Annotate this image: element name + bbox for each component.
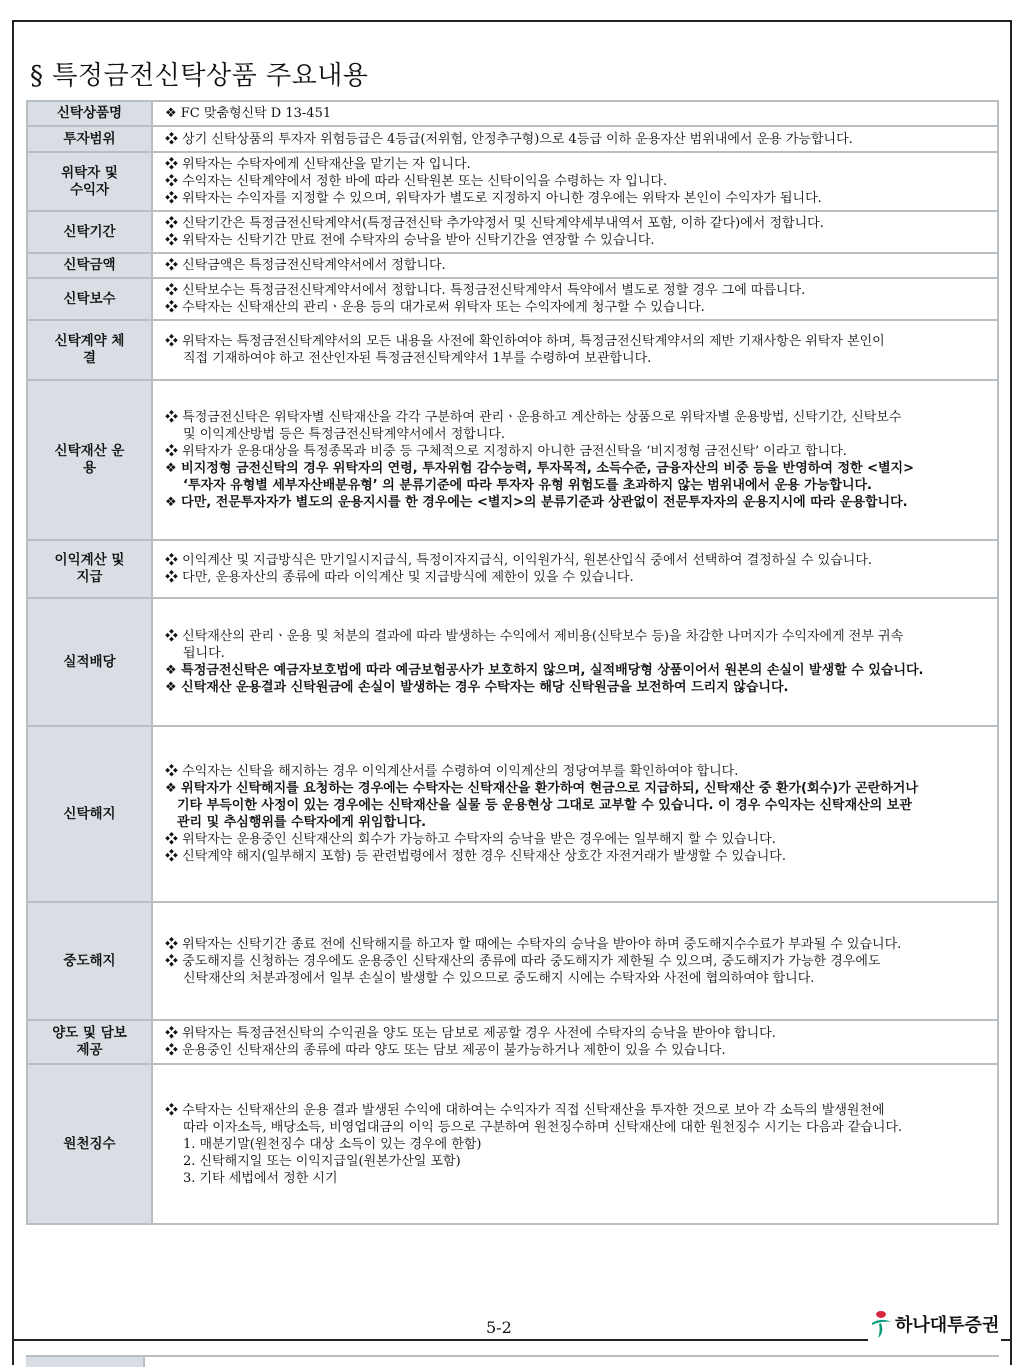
row-label-line: 신탁보수 (63, 290, 116, 307)
row-label (27, 253, 152, 278)
content-line: ❖ 위탁자는 신탁기간 종료 전에 신탁해지를 하고자 할 때에는 수탁자의 승낙을 받아야 하며 중도해지수수료가 부과될 수 있습니다. (165, 936, 902, 952)
row-label-line: 신탁기간 (63, 223, 116, 240)
content-line: 따라 이자소득, 배당소득, 비영업대금의 이익 등으로 구분하여 원천징수하며 신탁재산에 대한 원천징수 시기는 다음과 같습니다. (183, 1119, 903, 1135)
content-line: ❖ 신탁계약 해지(일부해지 포함) 등 관련법령에서 정한 경우 신탁재산 상호간 자전거래가 발생할 수 있습니다. (165, 849, 786, 864)
content-line: 됩니다. (183, 646, 225, 661)
content-line: 관리 및 추심행위를 수탁자에게 위임합니다. (177, 815, 427, 830)
content-line: ❖ 위탁자가 운용대상을 특정종목과 비중 등 구체적으로 지정하지 아니한 금전신탁을 ‘비지정형 금전신탁’ 이라고 합니다. (165, 444, 847, 459)
row-label-line: 위탁자 및 (61, 164, 118, 181)
content-line: ❖ 다만, 운용자산의 종류에 따라 이익계산 및 지급방식에 제한이 있을 수 있습니다. (165, 570, 634, 585)
content-line: ❖ 수익자는 신탁계약에서 정한 바에 따라 신탁원본 또는 신탁이익을 수령하는 자 입니다. (165, 174, 668, 189)
row-label (27, 1020, 152, 1064)
content-line: ❖ 수탁자는 신탁재산의 운용 결과 발생된 수익에 대하여는 수익자가 직접 신탁재산을 투자한 것으로 보아 각 소득의 발생원천에 (165, 1102, 885, 1118)
row-label (27, 1064, 152, 1224)
row-label-line: 원천징수 (63, 1135, 116, 1152)
table-row (27, 1020, 998, 1064)
content-line: 직접 기재하여야 하고 전산인자된 특정금전신탁계약서 1부를 수령하여 보관합니다. (183, 351, 652, 366)
truncated-next-row (26, 1355, 999, 1365)
row-content (152, 253, 998, 278)
row-label (27, 101, 152, 126)
content-line: ❖ 위탁자는 수탁자에게 신탁재산을 맡기는 자 입니다. (165, 157, 471, 172)
table-row (27, 101, 998, 126)
content-line: ❖ 신탁금액은 특정금전신탁계약서에서 정합니다. (165, 258, 446, 273)
content-line: ❖ 특정금전신탁은 위탁자별 신탁재산을 각각 구분하여 관리ㆍ운용하고 계산하는 상품으로 위탁자별 운용방법, 신탁기간, 신탁보수 (165, 410, 902, 425)
table-row (27, 598, 998, 726)
row-label-line: 제공 (76, 1042, 103, 1058)
row-label-line: 결 (82, 350, 97, 366)
logo-text: 하나대투증권 (895, 1315, 1000, 1336)
row-content (152, 152, 998, 211)
page-number: 5-2 (486, 1318, 512, 1337)
row-label-line: 신탁해지 (63, 805, 116, 822)
row-content (152, 726, 998, 902)
table-row (27, 152, 998, 211)
content-line: ❖ 신탁재산 운용결과 신탁원금에 손실이 발생하는 경우 수탁자는 해당 신탁원금을 보전하여 드리지 않습니다. (165, 680, 789, 695)
table-row (27, 253, 998, 278)
company-logo (868, 1306, 1001, 1342)
row-content (152, 320, 998, 380)
table-row (27, 540, 998, 598)
content-line: ❖ 신탁재산의 관리ㆍ운용 및 처분의 결과에 따라 발생하는 수익에서 제비용(신탁보수 등)을 차감한 나머지가 수익자에게 전부 귀속 (165, 629, 904, 644)
truncated-label-cell (26, 1357, 145, 1367)
row-content (152, 902, 998, 1020)
row-label (27, 380, 152, 540)
content-line: ❖ 수탁자는 신탁재산의 관리ㆍ운용 등의 대가로써 위탁자 또는 수익자에게 청구할 수 있습니다. (165, 300, 705, 315)
row-label-line: 신탁재산 운 (54, 443, 125, 459)
row-content (152, 1020, 998, 1064)
row-label-line: 지급 (76, 569, 103, 585)
row-label-line: 실적배당 (63, 653, 116, 670)
content-line: ❖ 상기 신탁상품의 투자자 위험등급은 4등급(저위험, 안정추구형)으로 4등급 이하 운용자산 범위내에서 운용 가능합니다. (165, 131, 853, 147)
content-line: 3. 기타 세법에서 정한 시기 (183, 1170, 338, 1186)
row-label (27, 320, 152, 380)
content-line: ❖ 위탁자는 특정금전신탁의 수익권을 양도 또는 담보로 제공할 경우 사전에 수탁자의 승낙을 받아야 합니다. (165, 1026, 776, 1041)
row-label-line: 양도 및 담보 (52, 1025, 127, 1041)
row-label (27, 902, 152, 1020)
table-row (27, 380, 998, 540)
content-line: ❖ 중도해지를 신청하는 경우에도 운용중인 신탁재산의 종류에 따라 중도해지가 제한될 수 있으며, 중도해지가 가능한 경우에도 (165, 953, 881, 969)
table-row (27, 211, 998, 253)
content-line: ❖ 위탁자는 특정금전신탁계약서의 모든 내용을 사전에 확인하여야 하며, 특정금전신탁계약서의 제반 기재사항은 위탁자 본인이 (165, 334, 885, 349)
content-line: ‘투자자 유형별 세부자산배분유형’ 의 분류기준에 따라 투자자 유형 위험도를 초과하지 않는 범위내에서 운용 가능합니다. (183, 478, 872, 493)
content-line: ❖ 이익계산 및 지급방식은 만기일시지급식, 특정이자지급식, 이익원가식, 원본산입식 중에서 선택하여 결정하실 수 있습니다. (165, 553, 873, 568)
content-line: ❖ 특정금전신탁은 예금자보호법에 따라 예금보험공사가 보호하지 않으며, 실적배당형 상품이어서 원본의 손실이 발생할 수 있습니다. (165, 663, 924, 678)
row-label (27, 126, 152, 152)
table-row (27, 320, 998, 380)
content-line: 신탁재산의 처분과정에서 일부 손실이 발생할 수 있으므로 중도해지 시에는 수탁자와 사전에 협의하여야 합니다. (183, 970, 815, 986)
row-content (152, 1064, 998, 1224)
content-line: 1. 매분기말(원천징수 대상 소득이 있는 경우에 한함) (183, 1136, 482, 1152)
content-line: 및 이익계산방법 등은 특정금전신탁계약서에서 정합니다. (183, 427, 506, 442)
content-line: ❖ 운용중인 신탁재산의 종류에 따라 양도 또는 담보 제공이 불가능하거나 제한이 있을 수 있습니다. (165, 1043, 726, 1058)
page-frame-bottom (12, 1339, 1012, 1341)
row-content (152, 380, 998, 540)
row-label (27, 152, 152, 211)
row-content (152, 126, 998, 152)
row-label (27, 598, 152, 726)
row-content (152, 101, 998, 126)
table-row (27, 1064, 998, 1224)
row-label-line: 이익계산 및 (54, 552, 125, 568)
table-row (27, 902, 998, 1020)
content-line: ❖ 위탁자는 수익자를 지정할 수 있으며, 위탁자가 별도로 지정하지 아니한 경우에는 위탁자 본인이 수익자가 됩니다. (165, 191, 822, 206)
row-content (152, 540, 998, 598)
row-label (27, 726, 152, 902)
content-line: ❖ 위탁자는 운용중인 신탁재산의 회수가 가능하고 수탁자의 승낙을 받은 경우에는 일부해지 할 수 있습니다. (165, 832, 776, 847)
trust-summary-table (26, 100, 999, 1225)
row-content (152, 278, 998, 320)
row-label-line: 용 (82, 460, 97, 476)
table-row (27, 278, 998, 320)
row-content (152, 598, 998, 726)
row-label-line: 투자범위 (63, 130, 116, 147)
row-label-line: 신탁금액 (63, 257, 116, 273)
content-line: 2. 신탁해지일 또는 이익지급일(원본가산일 포함) (183, 1153, 461, 1169)
row-label (27, 211, 152, 253)
content-line: ❖ 위탁자는 신탁기간 만료 전에 수탁자의 승낙을 받아 신탁기간을 연장할 수 있습니다. (165, 233, 655, 248)
row-label (27, 540, 152, 598)
row-label-line: 신탁상품명 (56, 105, 123, 121)
content-line: ❖ 다만, 전문투자자가 별도의 운용지시를 한 경우에는 <별지>의 분류기준과 상관없이 전문투자자의 운용지시에 따라 운용합니다. (165, 495, 908, 510)
row-label (27, 278, 152, 320)
row-label-line: 중도해지 (63, 952, 116, 969)
content-line: ❖ 위탁자가 신탁해지를 요청하는 경우에는 수탁자는 신탁재산을 환가하여 현금으로 지급하되, 신탁재산 중 환가(회수)가 곤란하거나 (165, 781, 918, 796)
content-line: ❖ 수익자는 신탁을 해지하는 경우 이익계산서를 수령하여 이익계산의 정당여부를 확인하여야 합니다. (165, 764, 739, 779)
row-label-line: 신탁계약 체 (54, 333, 125, 349)
row-label-line: 수익자 (69, 181, 110, 198)
content-line: ❖ FC 맞춤형신탁 D 13-451 (165, 106, 332, 121)
content-line: ❖ 비지정형 금전신탁의 경우 위탁자의 연령, 투자위험 감수능력, 투자목적, 소득수준, 금융자산의 비중 등을 반영하여 정한 <별지> (165, 461, 914, 476)
content-line: ❖ 신탁보수는 특정금전신탁계약서에서 정합니다. 특정금전신탁계약서 특약에서 별도로 정할 경우 그에 따릅니다. (165, 283, 806, 298)
row-content (152, 211, 998, 253)
content-line: 기타 부득이한 사정이 있는 경우에는 신탁재산을 실물 등 운용현상 그대로 교부할 수 있습니다. 이 경우 수익자는 신탁재산의 보관 (177, 798, 912, 813)
table-row (27, 726, 998, 902)
table-row (27, 126, 998, 152)
logo-mark-icon (870, 1309, 892, 1339)
page-title: § 특정금전신탁상품 주요내용 (30, 61, 369, 91)
content-line: ❖ 신탁기간은 특정금전신탁계약서(특정금전신탁 추가약정서 및 신탁계약세부내역서 포함, 이하 같다)에서 정합니다. (165, 216, 824, 231)
